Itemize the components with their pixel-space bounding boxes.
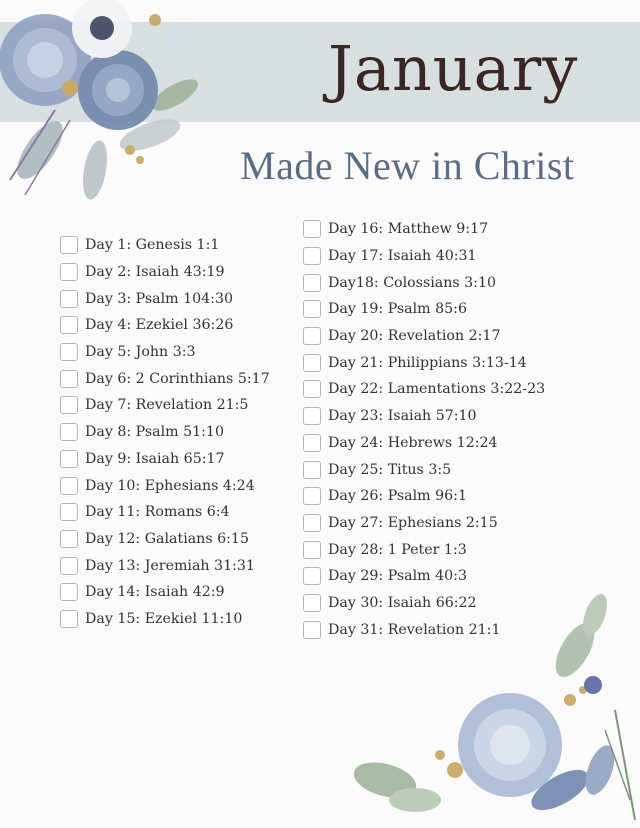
reading-label: Day 22: Lamentations 3:22-23	[328, 381, 546, 398]
day-checkbox[interactable]	[60, 423, 78, 441]
reading-item	[60, 419, 270, 446]
reading-item	[60, 232, 270, 259]
day-checkbox[interactable]	[60, 477, 78, 495]
reading-item	[60, 499, 270, 526]
day-checkbox[interactable]	[60, 557, 78, 575]
reading-item	[60, 472, 270, 499]
day-checkbox[interactable]	[303, 434, 321, 452]
day-checkbox[interactable]	[60, 316, 78, 334]
reading-item	[303, 430, 545, 457]
reading-label: Day 15: Ezekiel 11:10	[85, 610, 243, 627]
reading-item	[303, 403, 545, 430]
day-checkbox[interactable]	[60, 290, 78, 308]
reading-item	[303, 376, 545, 403]
day-checkbox[interactable]	[303, 300, 321, 318]
reading-label: Day 13: Jeremiah 31:31	[85, 557, 255, 574]
reading-label: Day 4: Ezekiel 36:26	[85, 317, 234, 334]
day-checkbox[interactable]	[60, 610, 78, 628]
day-checkbox[interactable]	[303, 621, 321, 639]
reading-item	[303, 216, 545, 243]
reading-list-left	[60, 232, 270, 632]
reading-label: Day 30: Isaiah 66:22	[328, 594, 477, 611]
reading-label: Day 25: Titus 3:5	[328, 461, 452, 478]
reading-item	[60, 579, 270, 606]
reading-label: Day 29: Psalm 40:3	[328, 568, 467, 585]
reading-label: Day 3: Psalm 104:30	[85, 290, 233, 307]
day-checkbox[interactable]	[303, 380, 321, 398]
day-checkbox[interactable]	[60, 450, 78, 468]
reading-item	[303, 483, 545, 510]
reading-label: Day 9: Isaiah 65:17	[85, 450, 225, 467]
reading-label: Day 1: Genesis 1:1	[85, 237, 220, 254]
day-checkbox[interactable]	[303, 514, 321, 532]
reading-item	[60, 312, 270, 339]
reading-label: Day18: Colossians 3:10	[328, 274, 497, 291]
reading-item	[303, 323, 545, 350]
reading-label: Day 26: Psalm 96:1	[328, 488, 467, 505]
reading-label: Day 16: Matthew 9:17	[328, 221, 489, 238]
reading-label: Day 28: 1 Peter 1:3	[328, 541, 467, 558]
reading-item	[60, 339, 270, 366]
reading-label: Day 20: Revelation 2:17	[328, 328, 501, 345]
reading-item	[303, 616, 545, 643]
reading-label: Day 23: Isaiah 57:10	[328, 408, 477, 425]
day-checkbox[interactable]	[60, 396, 78, 414]
reading-label: Day 8: Psalm 51:10	[85, 424, 224, 441]
reading-item	[60, 526, 270, 553]
reading-item	[60, 285, 270, 312]
reading-label: Day 14: Isaiah 42:9	[85, 584, 225, 601]
day-checkbox[interactable]	[303, 274, 321, 292]
reading-label: Day 27: Ephesians 2:15	[328, 514, 498, 531]
day-checkbox[interactable]	[303, 594, 321, 612]
reading-label: Day 31: Revelation 21:1	[328, 621, 501, 638]
day-checkbox[interactable]	[303, 461, 321, 479]
reading-label: Day 6: 2 Corinthians 5:17	[85, 370, 270, 387]
reading-label: Day 7: Revelation 21:5	[85, 397, 249, 414]
reading-item	[303, 243, 545, 270]
reading-item	[303, 349, 545, 376]
reading-label: Day 19: Psalm 85:6	[328, 301, 467, 318]
day-checkbox[interactable]	[60, 503, 78, 521]
day-checkbox[interactable]	[60, 263, 78, 281]
reading-item	[60, 552, 270, 579]
reading-item	[60, 446, 270, 473]
plan-subtitle: Made New in Christ	[240, 143, 575, 188]
reading-label: Day 24: Hebrews 12:24	[328, 434, 498, 451]
day-checkbox[interactable]	[303, 220, 321, 238]
day-checkbox[interactable]	[303, 354, 321, 372]
reading-label: Day 10: Ephesians 4:24	[85, 477, 255, 494]
reading-item	[303, 536, 545, 563]
day-checkbox[interactable]	[60, 236, 78, 254]
day-checkbox[interactable]	[303, 247, 321, 265]
reading-item	[60, 606, 270, 633]
reading-label: Day 12: Galatians 6:15	[85, 530, 249, 547]
reading-item	[60, 365, 270, 392]
reading-item	[303, 296, 545, 323]
day-checkbox[interactable]	[60, 583, 78, 601]
day-checkbox[interactable]	[60, 370, 78, 388]
reading-item	[303, 510, 545, 537]
day-checkbox[interactable]	[60, 343, 78, 361]
day-checkbox[interactable]	[303, 407, 321, 425]
reading-label: Day 21: Philippians 3:13-14	[328, 354, 527, 371]
reading-item	[303, 563, 545, 590]
day-checkbox[interactable]	[303, 567, 321, 585]
reading-item	[60, 259, 270, 286]
day-checkbox[interactable]	[303, 487, 321, 505]
month-title: January	[328, 32, 579, 105]
reading-item	[303, 269, 545, 296]
reading-item	[303, 456, 545, 483]
day-checkbox[interactable]	[60, 530, 78, 548]
reading-label: Day 11: Romans 6:4	[85, 504, 230, 521]
floral-decoration-top-left	[0, 0, 200, 215]
reading-label: Day 2: Isaiah 43:19	[85, 264, 225, 281]
reading-item	[303, 590, 545, 617]
day-checkbox[interactable]	[303, 541, 321, 559]
reading-list-right	[303, 216, 545, 643]
day-checkbox[interactable]	[303, 327, 321, 345]
reading-label: Day 17: Isaiah 40:31	[328, 248, 477, 265]
reading-item	[60, 392, 270, 419]
reading-label: Day 5: John 3:3	[85, 344, 196, 361]
